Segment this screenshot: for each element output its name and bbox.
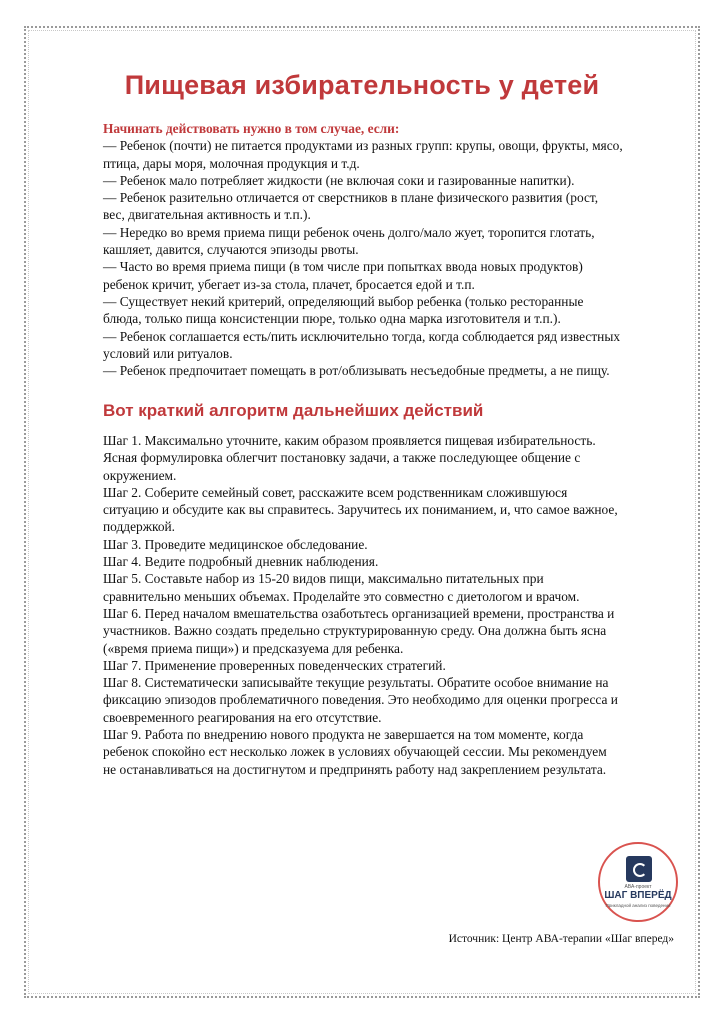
- intro-line: вес, двигательная активность и т.п.).: [103, 207, 311, 223]
- source-note: Источник: Центр АВА-терапии «Шаг вперед»: [448, 933, 674, 945]
- step-line: Шаг 5. Составьте набор из 15-20 видов пищи, максимально питательных при: [103, 571, 544, 587]
- intro-line: блюда, только пища консистенции пюре, только одна марка изготовителя и т.п.).: [103, 311, 561, 327]
- intro-line: птица, дары моря, молочная продукция и т.д.: [103, 155, 360, 171]
- step-line: Шаг 6. Перед началом вмешательства озаботьтесь организацией времени, пространства и: [103, 605, 615, 621]
- intro-line: кашляет, давится, случаются эпизоды рвоты.: [103, 242, 359, 258]
- step-line: своевременного реагирования на его отсутствие.: [103, 709, 382, 725]
- page-title: Пищевая избирательность у детей: [124, 70, 600, 100]
- intro-line: — Ребенок разительно отличается от сверстников в плане физического развития (рост,: [103, 190, 599, 206]
- step-line: участников. Важно создать предельно структурированную среду. Она должна быть ясна: [103, 623, 607, 639]
- algorithm-steps: [103, 432, 678, 778]
- intro-line: — Ребенок (почти) не питается продуктами из разных групп: крупы, овощи, фрукты, мясо,: [103, 138, 623, 154]
- step-line: ситуацию и обсудите как вы справитесь. Заручитесь их пониманием, и, что самое важное,: [103, 502, 618, 518]
- step-line: Ясная формулировка облегчит постановку задачи, а также последующее общение с: [103, 450, 581, 466]
- intro-line: условий или ритуалов.: [103, 345, 233, 361]
- step-line: Шаг 4. Ведите подробный дневник наблюдения.: [103, 554, 379, 570]
- intro-line: — Существует некий критерий, определяющий выбор ребенка (только ресторанные: [103, 293, 584, 309]
- step-line: фиксацию эпизодов проблематичного поведения. Это необходимо для оценки прогресса и: [103, 692, 618, 708]
- logo-small-text: АВА-проект: [624, 884, 652, 890]
- step-line: ребенок спокойно ест несколько ложек в условиях обучающей сессии. Мы рекомендуем: [103, 744, 607, 760]
- step-line: Шаг 3. Проведите медицинское обследование.: [103, 536, 368, 552]
- step-line: («время приема пищи») и предсказуема для ребенка.: [103, 640, 404, 656]
- intro-line: — Ребенок мало потребляет жидкости (не включая соки и газированные напитки).: [103, 172, 575, 188]
- shag-vpered-logo: [598, 842, 678, 922]
- algorithm-heading: Вот краткий алгоритм дальнейших действий: [103, 401, 484, 420]
- step-line: поддержкой.: [103, 519, 176, 535]
- step-line: не останавливаться на достигнутом и предпринять работу над закреплением результата.: [103, 761, 607, 777]
- intro-line: — Нередко во время приема пищи ребенок очень долго/мало жует, торопится глотать,: [103, 224, 595, 240]
- intro-line: ребенок кричит, убегает из-за стола, плачет, бросается едой и т.п.: [103, 276, 475, 292]
- step-line: Шаг 8. Систематически записывайте текущие результаты. Обратите особое внимание на: [103, 675, 609, 691]
- spiral-icon: [626, 856, 652, 882]
- intro-line: — Ребенок соглашается есть/пить исключительно тогда, когда соблюдается ряд известных: [103, 328, 621, 344]
- intro-section: [103, 120, 678, 379]
- logo-name: ШАГ ВПЕРЁД: [604, 890, 672, 901]
- logo-tagline: Прикладной анализ поведения: [605, 903, 671, 908]
- intro-lead: Начинать действовать нужно в том случае, если:: [103, 121, 400, 136]
- step-line: окружением.: [103, 467, 177, 483]
- step-line: Шаг 9. Работа по внедрению нового продукта не завершается на том моменте, когда: [103, 727, 584, 743]
- intro-line: — Ребенок предпочитает помещать в рот/облизывать несъедобные предметы, а не пищу.: [103, 363, 610, 379]
- step-line: Шаг 2. Соберите семейный совет, расскажите всем родственникам сложившуюся: [103, 484, 568, 500]
- step-line: Шаг 7. Применение проверенных поведенческих стратегий.: [103, 657, 446, 673]
- step-line: сравнительно меньших объемах. Проделайте это совместно с диетологом и врачом.: [103, 588, 580, 604]
- step-line: Шаг 1. Максимально уточните, каким образом проявляется пищевая избирательность.: [103, 433, 596, 448]
- intro-line: — Часто во время приема пищи (в том числе при попытках ввода новых продуктов): [103, 259, 583, 275]
